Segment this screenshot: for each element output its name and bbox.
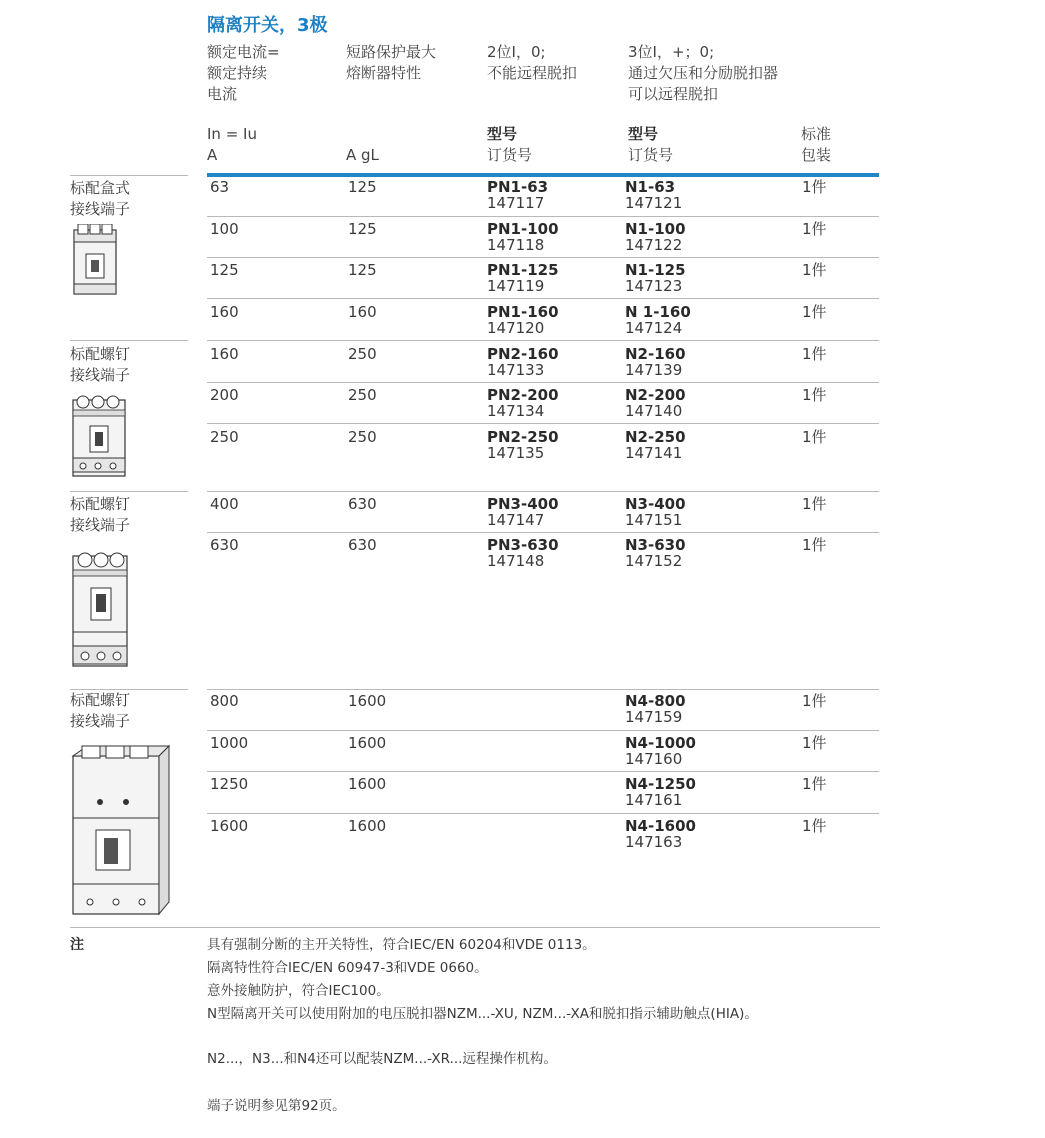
header-2pos: 2位I，0; 不能远程脱扣: [487, 43, 578, 82]
n-type-cell: N2-160 147139: [625, 345, 686, 379]
pn-type-cell: PN2-160 147133: [487, 345, 559, 379]
note-line: 端子说明参见第92页。: [207, 1098, 346, 1114]
n-type-cell: N1-100 147122: [625, 220, 686, 254]
fuse-cell: 1600: [348, 817, 387, 835]
group-divider: [70, 175, 188, 176]
package-cell: 1件: [802, 428, 827, 446]
pn-type-cell: PN1-100 147118: [487, 220, 559, 254]
row-divider: [207, 298, 879, 299]
row-divider: [207, 771, 879, 772]
breaker-frame-3-icon: [70, 546, 134, 668]
rated-current-cell: 250: [210, 428, 239, 446]
group-label-3: 标配螺钉 接线端子: [70, 495, 131, 534]
group-divider: [70, 340, 188, 341]
row-divider: [207, 382, 879, 383]
header-package: 标准 包装: [801, 125, 832, 164]
notes-title: 注: [70, 937, 84, 953]
package-cell: 1件: [802, 220, 827, 238]
fuse-cell: 125: [348, 178, 377, 196]
package-cell: 1件: [802, 536, 827, 554]
n-type-cell: N4-1600 147163: [625, 817, 696, 851]
header-pn-type: 型号 订货号: [487, 125, 533, 164]
breaker-frame-1-icon: [70, 224, 120, 296]
fuse-cell: 630: [348, 536, 377, 554]
group-label-4: 标配螺钉 接线端子: [70, 691, 131, 730]
pn-type-cell: PN2-200 147134: [487, 386, 559, 420]
package-cell: 1件: [802, 303, 827, 321]
note-line: 意外接触防护，符合IEC100。: [207, 983, 390, 999]
group-divider: [70, 491, 188, 492]
n-type-cell: N1-125 147123: [625, 261, 686, 295]
note-line: 具有强制分断的主开关特性，符合IEC/EN 60204和VDE 0113。: [207, 937, 596, 953]
fuse-cell: 1600: [348, 775, 387, 793]
header-rated-current: 额定电流= 额定持续 电流: [207, 43, 280, 103]
package-cell: 1件: [802, 692, 827, 710]
package-cell: 1件: [802, 345, 827, 363]
pn-type-cell: PN1-125 147119: [487, 261, 559, 295]
header-current-unit: In = Iu A: [207, 125, 257, 164]
pn-type-cell: PN2-250 147135: [487, 428, 559, 462]
note-line: N2...，N3...和N4还可以配装NZM...-XR...远程操作机构。: [207, 1051, 557, 1067]
rated-current-cell: 800: [210, 692, 239, 710]
pn-type-cell: PN3-630 147148: [487, 536, 559, 570]
package-cell: 1件: [802, 178, 827, 196]
fuse-cell: 125: [348, 261, 377, 279]
notes-divider: [70, 927, 880, 928]
page-title: 隔离开关，3极: [207, 15, 328, 36]
rated-current-cell: 630: [210, 536, 239, 554]
n-type-cell: N3-400 147151: [625, 495, 686, 529]
fuse-cell: 1600: [348, 734, 387, 752]
header-rule: [207, 173, 879, 177]
rated-current-cell: 100: [210, 220, 239, 238]
n-type-cell: N4-1250 147161: [625, 775, 696, 809]
package-cell: 1件: [802, 734, 827, 752]
rated-current-cell: 63: [210, 178, 230, 196]
pn-type-cell: PN1-160 147120: [487, 303, 559, 337]
package-cell: 1件: [802, 817, 827, 835]
rated-current-cell: 1000: [210, 734, 249, 752]
note-line: 隔离特性符合IEC/EN 60947-3和VDE 0660。: [207, 960, 488, 976]
package-cell: 1件: [802, 775, 827, 793]
row-divider: [207, 532, 879, 533]
pn-type-cell: PN3-400 147147: [487, 495, 559, 529]
n-type-cell: N2-200 147140: [625, 386, 686, 420]
row-divider: [207, 813, 879, 814]
header-n-type: 型号 订货号: [628, 125, 674, 164]
breaker-frame-4-icon: [70, 742, 174, 918]
group-divider: [70, 689, 188, 690]
breaker-frame-2-icon: [70, 392, 130, 478]
fuse-cell: 160: [348, 303, 377, 321]
fuse-cell: 250: [348, 345, 377, 363]
package-cell: 1件: [802, 386, 827, 404]
rated-current-cell: 400: [210, 495, 239, 513]
row-divider: [207, 216, 879, 217]
package-cell: 1件: [802, 495, 827, 513]
n-type-cell: N2-250 147141: [625, 428, 686, 462]
pn-type-cell: PN1-63 147117: [487, 178, 549, 212]
n-type-cell: N3-630 147152: [625, 536, 686, 570]
row-divider: [207, 423, 879, 424]
note-line: N型隔离开关可以使用附加的电压脱扣器NZM...-XU, NZM...-XA和脱扣指示辅助触点(HIA)。: [207, 1006, 758, 1022]
rated-current-cell: 1250: [210, 775, 249, 793]
rated-current-cell: 160: [210, 303, 239, 321]
row-divider: [207, 689, 879, 690]
header-fuse: 短路保护最大 熔断器特性: [346, 43, 437, 82]
header-3pos: 3位I，+；0; 通过欠压和分励脱扣器 可以远程脱扣: [628, 43, 779, 103]
package-cell: 1件: [802, 261, 827, 279]
rated-current-cell: 125: [210, 261, 239, 279]
fuse-cell: 250: [348, 386, 377, 404]
rated-current-cell: 200: [210, 386, 239, 404]
fuse-cell: 125: [348, 220, 377, 238]
row-divider: [207, 340, 879, 341]
rated-current-cell: 160: [210, 345, 239, 363]
n-type-cell: N4-800 147159: [625, 692, 686, 726]
group-label-2: 标配螺钉 接线端子: [70, 345, 131, 384]
n-type-cell: N 1-160 147124: [625, 303, 691, 337]
fuse-cell: 1600: [348, 692, 387, 710]
group-label-1: 标配盒式 接线端子: [70, 179, 131, 218]
fuse-cell: 250: [348, 428, 377, 446]
fuse-cell: 630: [348, 495, 377, 513]
row-divider: [207, 730, 879, 731]
header-fuse-unit: A gL: [346, 146, 379, 164]
row-divider: [207, 257, 879, 258]
rated-current-cell: 1600: [210, 817, 249, 835]
n-type-cell: N1-63 147121: [625, 178, 683, 212]
row-divider: [207, 491, 879, 492]
n-type-cell: N4-1000 147160: [625, 734, 696, 768]
